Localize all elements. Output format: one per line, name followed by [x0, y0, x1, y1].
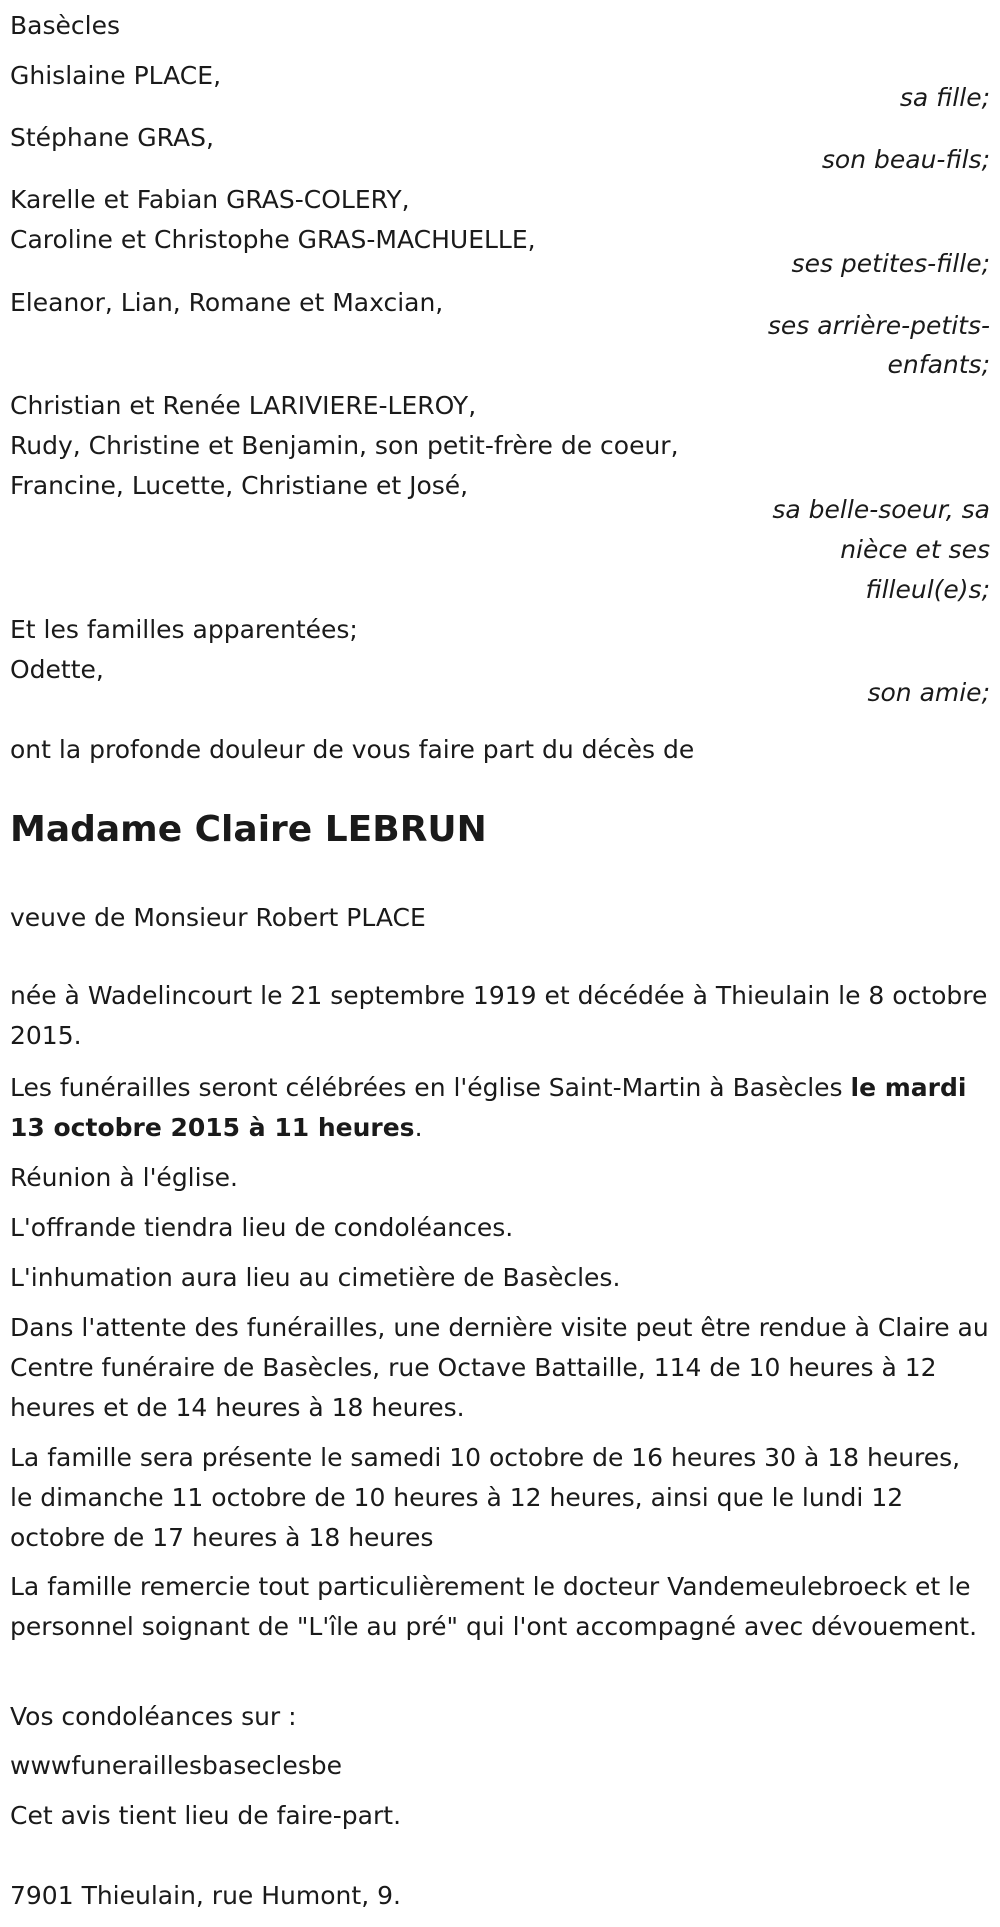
- family-relation: enfants;: [887, 350, 990, 379]
- paragraph: Réunion à l'église.: [10, 1163, 238, 1192]
- funeral-date: le mardi 13 octobre 2015 à 11 heures: [10, 1073, 967, 1142]
- family-relation: sa belle-soeur, sa: [772, 495, 990, 524]
- family-names: Stéphane GRAS,: [10, 123, 214, 152]
- intro-text: ont la profonde douleur de vous faire part du décès de: [10, 735, 695, 764]
- header-place: Basècles: [10, 11, 120, 40]
- condolences-link[interactable]: wwwfuneraillesbaseclesbe: [10, 1751, 342, 1780]
- paragraph: Cet avis tient lieu de faire-part.: [10, 1801, 402, 1830]
- paragraph: Dans l'attente des funérailles, une dernière visite peut être rendue à Claire au Centre funéraire de Basècles, rue Octave Battaille, 114 de 10 heures à 12 heures et de 14 heures à 18 heures.: [10, 1313, 989, 1422]
- family-names: Caroline et Christophe GRAS-MACHUELLE,: [10, 225, 536, 254]
- paragraph: L'offrande tiendra lieu de condoléances.: [10, 1213, 514, 1242]
- paragraph: La famille remercie tout particulièrement le docteur Vandemeulebroeck et le personnel soignant de "L'île au pré" qui l'ont accompagné avec dévouement.: [10, 1572, 978, 1641]
- paragraph: L'inhumation aura lieu au cimetière de Basècles.: [10, 1263, 621, 1292]
- family-names: Christian et Renée LARIVIERE-LEROY,: [10, 391, 477, 420]
- family-names: Francine, Lucette, Christiane et José,: [10, 471, 469, 500]
- spouse-line: veuve de Monsieur Robert PLACE: [10, 903, 426, 932]
- paragraph: Vos condoléances sur :: [10, 1702, 297, 1731]
- paragraph: La famille sera présente le samedi 10 octobre de 16 heures 30 à 18 heures, le dimanche 11 octobre de 10 heures à 12 heures, ainsi que le lundi 12 octobre de 17 heures à 18 heures: [10, 1443, 961, 1552]
- birth-death-text: née à Wadelincourt le 21 septembre 1919 et décédée à Thieulain le 8 octobre 2015.: [10, 981, 988, 1050]
- family-names: Eleanor, Lian, Romane et Maxcian,: [10, 288, 444, 317]
- family-names: Ghislaine PLACE,: [10, 61, 222, 90]
- funeral-end: .: [414, 1113, 423, 1142]
- family-relation: ses petites-fille;: [791, 249, 990, 278]
- family-names: Odette,: [10, 655, 104, 684]
- family-relation: ses arrière-petits-: [767, 311, 990, 340]
- deceased-name: Madame Claire LEBRUN: [10, 809, 487, 850]
- family-names: Et les familles apparentées;: [10, 615, 358, 644]
- funeral-place: Les funérailles seront célébrées en l'église Saint-Martin à Basècles: [10, 1073, 851, 1102]
- family-relation: sa fille;: [899, 83, 990, 112]
- family-relation: son beau-fils;: [821, 145, 990, 174]
- family-relation: filleul(e)s;: [865, 575, 990, 604]
- family-names: Karelle et Fabian GRAS-COLERY,: [10, 185, 410, 214]
- family-names: Rudy, Christine et Benjamin, son petit-frère de coeur,: [10, 431, 679, 460]
- funeral-text: [10, 1068, 990, 1148]
- family-relation: son amie;: [867, 678, 990, 707]
- family-relation: nièce et ses: [840, 535, 990, 564]
- address: 7901 Thieulain, rue Humont, 9.: [10, 1881, 401, 1910]
